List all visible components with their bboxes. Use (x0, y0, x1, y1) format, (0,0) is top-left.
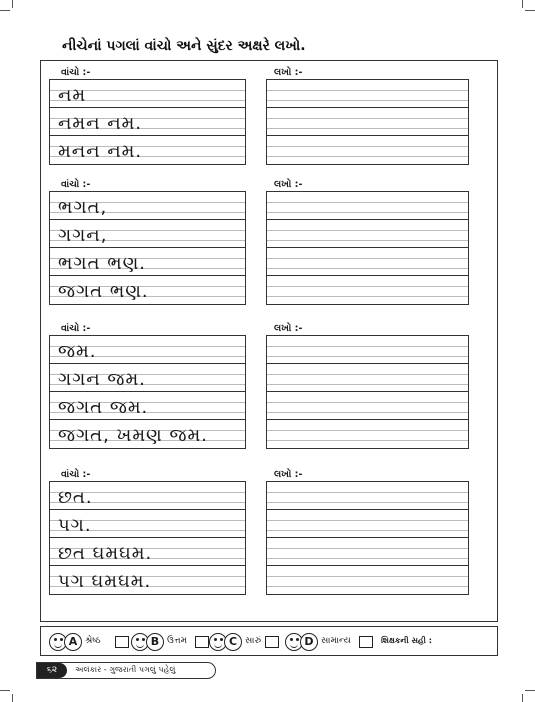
write-label: લખો :- (274, 67, 303, 78)
teacher-signature-label: શિક્ષકની સહી : (381, 636, 432, 645)
grade-a (49, 633, 127, 651)
read-row (50, 510, 245, 538)
grade-label: સામાન્ય (321, 636, 351, 646)
read-text: જગત જમ. (58, 397, 149, 418)
read-column (49, 191, 246, 305)
write-column (266, 79, 469, 165)
grade-letter: A (64, 633, 82, 651)
write-line[interactable] (267, 392, 468, 420)
read-text: નમન નમ. (58, 113, 143, 134)
read-row (50, 392, 245, 420)
write-line[interactable] (267, 510, 468, 538)
write-line[interactable] (267, 538, 468, 566)
grade-c (209, 633, 281, 651)
read-text: છત. (58, 487, 93, 508)
page-number: ૬૨ (37, 663, 67, 678)
read-text: ભગત ભણ. (58, 253, 147, 274)
crop-mark-top-right-v (522, 0, 523, 8)
read-row (50, 192, 245, 220)
book-title: અલંકાર - ગુજરાતી પગલું પહેલું (75, 665, 176, 674)
grade-label: સારું (245, 636, 262, 646)
grade-label: ઉત્તમ (167, 636, 188, 646)
grade-d (285, 633, 377, 651)
grade-label: શ્રેષ્ઠ (85, 636, 101, 646)
read-row (50, 336, 245, 364)
write-line[interactable] (267, 248, 468, 276)
write-line[interactable] (267, 482, 468, 510)
grade-letter: C (224, 633, 242, 651)
write-line[interactable] (267, 364, 468, 392)
read-row (50, 80, 245, 108)
write-line[interactable] (267, 336, 468, 364)
read-column (49, 481, 246, 595)
page-title: નીચેનાં પગલાં વાંચો અને સુંદર અક્ષરે લખો. (62, 38, 306, 54)
write-line[interactable] (267, 192, 468, 220)
crop-mark-top-right (525, 10, 535, 11)
worksheet-frame (40, 60, 498, 622)
crop-mark-bottom-right-v (522, 694, 523, 702)
write-line[interactable] (267, 220, 468, 248)
read-text: પગ. (58, 515, 92, 536)
read-text: ભગત, (58, 197, 108, 218)
read-text: ગગન જમ. (58, 369, 146, 390)
read-text: છત ઘમઘમ. (58, 543, 153, 564)
grade-checkbox[interactable] (195, 636, 209, 648)
read-row (50, 220, 245, 248)
crop-mark-bottom-right (525, 690, 535, 691)
read-label: વાંચો :- (61, 67, 91, 78)
read-row (50, 248, 245, 276)
crop-mark-top-left (0, 10, 10, 11)
read-label: વાંચો :- (61, 323, 91, 334)
write-column (266, 481, 469, 595)
grade-letter: B (146, 633, 164, 651)
write-label: લખો :- (274, 469, 303, 480)
write-column (266, 335, 469, 449)
crop-mark-bottom-left-v (12, 694, 13, 702)
write-column (266, 191, 469, 305)
read-row (50, 566, 245, 594)
read-text: મનન નમ. (58, 141, 143, 162)
write-line[interactable] (267, 108, 468, 136)
read-text: જમ. (58, 341, 97, 362)
read-text: ગગન, (58, 225, 108, 246)
read-row (50, 538, 245, 566)
write-label: લખો :- (274, 179, 303, 190)
page-footer (36, 662, 216, 679)
read-text: પગ ઘમઘમ. (58, 571, 152, 592)
read-text: જગત ભણ. (58, 281, 149, 302)
read-text: જગત, ખમણ જમ. (58, 425, 208, 446)
write-line[interactable] (267, 80, 468, 108)
read-row (50, 420, 245, 448)
grade-checkbox[interactable] (265, 636, 279, 648)
read-label: વાંચો :- (61, 179, 91, 190)
write-line[interactable] (267, 420, 468, 448)
grade-checkbox[interactable] (115, 636, 129, 648)
write-label: લખો :- (274, 323, 303, 334)
grading-bar (40, 626, 498, 656)
read-column (49, 79, 246, 165)
crop-mark-bottom-left (0, 690, 10, 691)
read-row (50, 276, 245, 304)
write-line[interactable] (267, 276, 468, 304)
read-row (50, 108, 245, 136)
read-text: નમ (58, 85, 87, 106)
grade-b (131, 633, 209, 651)
read-row (50, 364, 245, 392)
crop-mark-top-left-v (12, 0, 13, 8)
read-column (49, 335, 246, 449)
read-row (50, 482, 245, 510)
write-line[interactable] (267, 136, 468, 164)
grade-letter: D (300, 633, 318, 651)
read-label: વાંચો :- (61, 469, 91, 480)
read-row (50, 136, 245, 164)
grade-checkbox[interactable] (359, 636, 373, 648)
write-line[interactable] (267, 566, 468, 594)
